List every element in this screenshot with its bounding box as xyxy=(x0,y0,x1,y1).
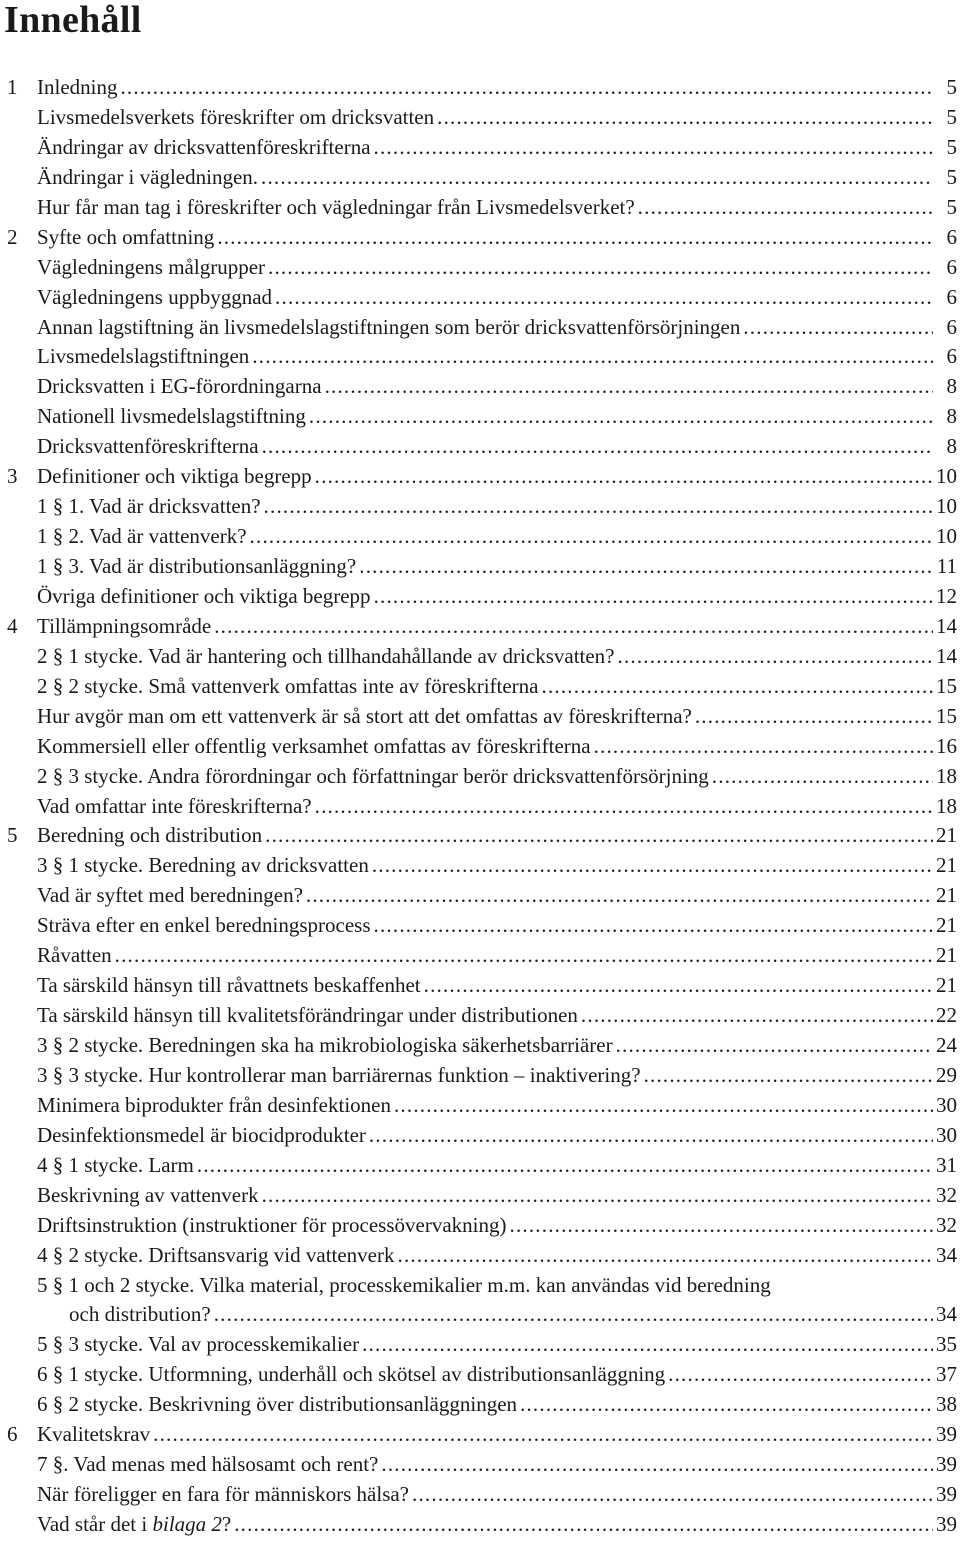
toc-entry[interactable] xyxy=(0,1061,960,1091)
toc-entry-text: Definitioner och viktiga begrepp xyxy=(37,464,312,489)
toc-entry-title xyxy=(37,1031,614,1061)
toc-entry[interactable] xyxy=(0,133,960,163)
toc-page-number: 10 xyxy=(936,524,957,549)
toc-dot-leader xyxy=(712,762,933,792)
toc-entry-text: Livsmedelslagstiftningen xyxy=(37,344,250,369)
toc-entry-text: Dricksvatten i EG-förordningarna xyxy=(37,374,322,399)
toc-dot-leader xyxy=(374,911,933,941)
toc-entry[interactable] xyxy=(0,1181,960,1211)
toc-dot-leader xyxy=(261,163,933,193)
toc-dot-leader xyxy=(374,133,933,163)
toc-page-number: 38 xyxy=(936,1392,957,1417)
toc-entry-title xyxy=(37,1061,642,1091)
toc-entry-title xyxy=(37,1241,396,1271)
toc-entry-title xyxy=(37,1121,367,1151)
toc-chapter-number: 1 xyxy=(7,75,18,99)
toc-dot-leader xyxy=(214,1300,933,1330)
toc-page-number: 10 xyxy=(936,464,957,489)
toc-entry-text: Beredning och distribution xyxy=(37,823,263,848)
toc-dot-leader xyxy=(197,1151,933,1181)
toc-entry[interactable] xyxy=(0,881,960,911)
toc-dot-leader xyxy=(275,283,933,313)
toc-page-number: 39 xyxy=(936,1482,957,1507)
toc-entry-title xyxy=(37,1390,518,1420)
toc-entry[interactable] xyxy=(0,732,960,762)
toc-dot-leader xyxy=(581,1001,933,1031)
toc-entry[interactable] xyxy=(0,432,960,462)
toc-entry-text: Ändringar av dricksvattenföreskrifterna xyxy=(37,134,371,159)
toc-dot-leader xyxy=(315,792,933,822)
toc-page-number: 6 xyxy=(946,284,957,309)
toc-dot-leader xyxy=(520,1390,933,1420)
toc-dot-leader xyxy=(668,1360,933,1390)
toc-dot-leader xyxy=(262,432,933,462)
toc-entry[interactable] xyxy=(0,941,960,971)
toc-entry-text: 7 §. Vad menas med hälsosamt och rent? xyxy=(37,1452,379,1477)
toc-chapter-number: 2 xyxy=(7,224,18,249)
toc-entry-title xyxy=(37,253,266,283)
toc-page-number: 21 xyxy=(936,943,957,968)
toc-page-number: 30 xyxy=(936,1092,957,1117)
toc-entry-title xyxy=(37,193,636,223)
toc-dot-leader xyxy=(268,253,933,283)
toc-entry-text: Vägledningens målgrupper xyxy=(37,254,266,279)
toc-entry-text: 6 § 2 stycke. Beskrivning över distributionsanläggningen xyxy=(37,1392,518,1417)
toc-entry[interactable] xyxy=(0,1241,960,1271)
toc-page-number: 14 xyxy=(936,613,957,638)
toc-dot-leader xyxy=(214,612,933,642)
toc-entry-text: Ta särskild hänsyn till råvattnets beskaffenhet xyxy=(37,973,421,998)
toc-entry-title xyxy=(37,1450,379,1480)
toc-entry-title xyxy=(37,672,540,702)
toc-dot-leader xyxy=(381,1450,933,1480)
toc-page-number: 24 xyxy=(936,1033,957,1057)
toc-entry-title xyxy=(37,612,212,642)
toc-entry-title xyxy=(37,582,372,612)
toc-dot-leader xyxy=(264,492,933,522)
toc-entry-title xyxy=(37,462,313,492)
toc-dot-leader xyxy=(325,372,933,402)
toc-dot-leader xyxy=(309,402,933,432)
toc-entry-title xyxy=(37,372,323,402)
toc-dot-leader xyxy=(618,642,934,672)
toc-entry-title xyxy=(37,492,262,522)
toc-entry-text: Vad är syftet med beredningen? xyxy=(37,883,303,908)
toc-dot-leader xyxy=(262,1181,933,1211)
toc-entry-text: Inledning xyxy=(37,75,118,99)
toc-dot-leader xyxy=(644,1061,933,1091)
toc-dot-leader xyxy=(359,552,933,582)
toc-entry-title xyxy=(37,762,710,792)
toc-entry-text: Ändringar i vägledningen. xyxy=(37,164,259,189)
toc-page-number: 8 xyxy=(946,434,957,459)
toc-entry-title xyxy=(37,792,313,822)
toc-entry-text: Minimera biprodukter från desinfektionen xyxy=(37,1092,391,1117)
toc-page-number: 6 xyxy=(946,254,957,279)
toc-dot-leader xyxy=(120,73,933,103)
toc-page-number: 12 xyxy=(936,583,957,608)
toc-page-number: 39 xyxy=(936,1512,957,1537)
toc-entry-title xyxy=(37,313,741,343)
toc-entry[interactable] xyxy=(0,462,960,492)
toc-page-number: 5 xyxy=(946,75,957,99)
toc-page-number: 6 xyxy=(946,344,957,369)
toc-page-number: 15 xyxy=(936,703,957,728)
toc-entry[interactable] xyxy=(0,1031,960,1061)
toc-entry-title xyxy=(37,941,113,971)
toc-entry[interactable] xyxy=(0,552,960,582)
toc-dot-leader xyxy=(362,1330,933,1360)
toc-entry-text: 5 § 3 stycke. Val av processkemikalier xyxy=(37,1332,360,1357)
toc-page-number: 37 xyxy=(936,1362,957,1387)
toc-entry[interactable] xyxy=(0,253,960,283)
toc-entry[interactable] xyxy=(0,522,960,552)
toc-entry[interactable] xyxy=(0,1360,960,1390)
toc-page-number: 30 xyxy=(936,1122,957,1147)
toc-page-number: 22 xyxy=(936,1003,957,1028)
toc-entry-title xyxy=(37,432,260,462)
toc-entry-title xyxy=(37,402,307,432)
toc-entry-text: Råvatten xyxy=(37,943,112,968)
toc-dot-leader xyxy=(374,582,933,612)
toc-page-number: 39 xyxy=(936,1452,957,1477)
toc-dot-leader xyxy=(638,193,933,223)
toc-page-number: 15 xyxy=(936,673,957,698)
toc-dot-leader xyxy=(394,1091,933,1121)
toc-entry-title xyxy=(37,1151,195,1181)
toc-entry-title xyxy=(37,702,693,732)
toc-entry-text: Livsmedelsverkets föreskrifter om dricksvatten xyxy=(37,104,435,129)
toc-entry[interactable] xyxy=(0,313,960,343)
toc-entry-text: Annan lagstiftning än livsmedelslagstiftningen som berör dricksvattenförsörjningen xyxy=(37,314,741,339)
toc-entry-text: 3 § 3 stycke. Hur kontrollerar man barriärernas funktion – inaktivering? xyxy=(37,1062,641,1087)
toc-dot-leader xyxy=(437,103,933,133)
toc-page-number: 29 xyxy=(936,1062,957,1087)
toc-dot-leader xyxy=(510,1211,934,1241)
toc-entry-text: 4 § 2 stycke. Driftsansvarig vid vattenverk xyxy=(37,1242,395,1267)
toc-page-number: 6 xyxy=(946,224,957,249)
toc-entry[interactable] xyxy=(0,73,960,103)
toc-page-number: 21 xyxy=(936,823,957,848)
toc-entry-title xyxy=(37,732,592,762)
page-title: Innehåll xyxy=(4,0,142,41)
toc-entry-text: Ta särskild hänsyn till kvalitetsförändringar under distributionen xyxy=(37,1003,578,1028)
toc-entry[interactable] xyxy=(0,672,960,702)
toc-entry-text: 6 § 1 stycke. Utformning, underhåll och skötsel av distributionsanläggning xyxy=(37,1362,666,1387)
toc-dot-leader xyxy=(412,1480,933,1510)
toc-entry-title xyxy=(37,821,263,851)
toc-dot-leader xyxy=(115,941,933,971)
toc-entry-title xyxy=(37,342,250,372)
toc-entry-text: Kommersiell eller offentlig verksamhet omfattas av föreskrifterna xyxy=(37,733,591,758)
toc-entry-title xyxy=(37,1360,666,1390)
toc-page-number: 34 xyxy=(936,1302,957,1327)
toc-entry-text: 3 § 2 stycke. Beredningen ska ha mikrobiologiska säkerhetsbarriärer xyxy=(37,1033,613,1057)
toc-entry-title xyxy=(37,1330,360,1360)
toc-dot-leader xyxy=(695,702,933,732)
toc-entry[interactable] xyxy=(0,1390,960,1420)
toc-dot-leader xyxy=(372,851,933,881)
toc-page-number: 10 xyxy=(936,494,957,519)
toc-entry-title xyxy=(37,971,422,1001)
toc-page-number: 21 xyxy=(936,853,957,878)
toc-entry-text: 2 § 2 stycke. Små vattenverk omfattas inte av föreskrifterna xyxy=(37,673,539,698)
toc-entry[interactable] xyxy=(0,1001,960,1031)
toc-page-number: 31 xyxy=(936,1152,957,1177)
toc-page-number: 32 xyxy=(936,1182,957,1207)
toc-entry[interactable] xyxy=(0,1510,960,1540)
toc-entry[interactable] xyxy=(0,223,960,253)
toc-dot-leader xyxy=(542,672,934,702)
toc-page-number: 14 xyxy=(936,643,957,668)
toc-entry[interactable] xyxy=(0,911,960,941)
toc-entry-text: Vad omfattar inte föreskrifterna? xyxy=(37,793,312,818)
toc-entry-title xyxy=(37,911,372,941)
toc-entry-text: Hur får man tag i föreskrifter och vägledningar från Livsmedelsverket? xyxy=(37,194,635,219)
toc-page-number: 18 xyxy=(936,763,957,788)
toc-entry-text: Kvalitetskrav xyxy=(37,1422,151,1447)
toc-page-number: 32 xyxy=(936,1212,957,1237)
toc-dot-leader xyxy=(153,1420,933,1450)
toc-entry-title xyxy=(37,1181,260,1211)
toc-entry[interactable] xyxy=(0,1330,960,1360)
toc-entry[interactable] xyxy=(0,792,960,822)
toc-entry[interactable] xyxy=(0,1480,960,1510)
toc-page-number: 5 xyxy=(946,194,957,219)
toc-dot-leader xyxy=(616,1031,933,1061)
toc-entry-text: Sträva efter en enkel beredningsprocess xyxy=(37,913,371,938)
toc-entry[interactable] xyxy=(0,1420,960,1450)
toc-entry-text: Driftsinstruktion (instruktioner för processövervakning) xyxy=(37,1212,507,1237)
toc-entry[interactable] xyxy=(0,702,960,732)
toc-chapter-number: 4 xyxy=(7,613,18,638)
toc-chapter-number: 5 xyxy=(7,823,18,848)
toc-page-number: 5 xyxy=(946,104,957,129)
toc-entry-italic-text: bilaga 2 xyxy=(152,1512,222,1537)
toc-dot-leader xyxy=(217,223,933,253)
toc-entry-text: 1 § 1. Vad är dricksvatten? xyxy=(37,494,261,519)
toc-page-number: 11 xyxy=(936,554,957,578)
toc-entry-text: 3 § 1 stycke. Beredning av dricksvatten xyxy=(37,853,369,878)
toc-entry-title xyxy=(37,642,616,672)
toc-entry-text: Övriga definitioner och viktiga begrepp xyxy=(37,583,371,608)
toc-entry-title xyxy=(37,133,372,163)
toc-entry[interactable] xyxy=(0,1450,960,1480)
toc-entry-text: Tillämpningsområde xyxy=(37,613,212,638)
toc-entry-title xyxy=(37,1510,232,1540)
toc-entry-title xyxy=(37,552,357,582)
toc-entry-text: Dricksvattenföreskrifterna xyxy=(37,434,259,459)
toc-entry-title xyxy=(37,283,273,313)
table-of-contents xyxy=(0,73,960,1540)
toc-entry-title xyxy=(37,1001,579,1031)
toc-entry[interactable] xyxy=(0,851,960,881)
toc-entry[interactable] xyxy=(0,762,960,792)
toc-entry[interactable] xyxy=(0,103,960,133)
toc-entry-title xyxy=(37,103,435,133)
toc-page-number: 21 xyxy=(936,883,957,908)
toc-page-number: 16 xyxy=(936,733,957,758)
toc-entry-text: 1 § 2. Vad är vattenverk? xyxy=(37,524,247,549)
toc-entry-title xyxy=(37,522,248,552)
toc-page-number: 8 xyxy=(946,374,957,399)
toc-entry[interactable] xyxy=(0,402,960,432)
toc-entry[interactable] xyxy=(0,1271,960,1331)
toc-entry-text: Syfte och omfattning xyxy=(37,224,215,249)
toc-entry-title xyxy=(37,851,370,881)
toc-entry[interactable] xyxy=(0,492,960,522)
toc-entry-text: 2 § 1 stycke. Vad är hantering och tillhandahållande av dricksvatten? xyxy=(37,643,615,668)
toc-dot-leader xyxy=(306,881,933,911)
toc-page-number: 34 xyxy=(936,1242,957,1267)
toc-entry[interactable] xyxy=(0,193,960,223)
toc-page-number: 21 xyxy=(936,913,957,938)
toc-dot-leader xyxy=(250,522,933,552)
toc-entry[interactable] xyxy=(0,163,960,193)
toc-entry-title xyxy=(37,1091,392,1121)
toc-dot-leader xyxy=(424,971,933,1001)
toc-dot-leader xyxy=(594,732,933,762)
toc-entry[interactable] xyxy=(0,1211,960,1241)
toc-entry[interactable] xyxy=(0,1151,960,1181)
toc-dot-leader xyxy=(369,1121,933,1151)
toc-entry-text: När föreligger en fara för människors hälsa? xyxy=(37,1482,410,1507)
toc-dot-leader xyxy=(265,821,933,851)
toc-dot-leader xyxy=(398,1241,934,1271)
toc-entry-title xyxy=(37,1211,508,1241)
toc-entry-title-continued: och distribution? xyxy=(69,1300,212,1330)
toc-entry-text: 1 § 3. Vad är distributionsanläggning? xyxy=(37,554,357,578)
toc-entry-text: Nationell livsmedelslagstiftning xyxy=(37,404,306,429)
toc-entry[interactable] xyxy=(0,971,960,1001)
toc-page-number: 35 xyxy=(936,1332,957,1357)
toc-entry-text: Vägledningens uppbyggnad xyxy=(37,284,273,309)
toc-chapter-number: 3 xyxy=(7,464,18,489)
toc-entry[interactable] xyxy=(0,372,960,402)
toc-entry-text: Desinfektionsmedel är biocidprodukter xyxy=(37,1122,366,1147)
toc-entry-text: Hur avgör man om ett vattenverk är så stort att det omfattas av föreskrifterna? xyxy=(37,703,692,728)
toc-dot-leader xyxy=(234,1510,933,1540)
toc-entry[interactable] xyxy=(0,821,960,851)
toc-entry[interactable] xyxy=(0,342,960,372)
toc-dot-leader xyxy=(252,342,933,372)
toc-page-number: 39 xyxy=(936,1422,957,1447)
toc-entry-text: 4 § 1 stycke. Larm xyxy=(37,1152,194,1177)
toc-entry[interactable] xyxy=(0,582,960,612)
toc-entry-text-suffix: ? xyxy=(221,1512,232,1537)
toc-page-number: 8 xyxy=(946,404,957,429)
toc-entry-text: 2 § 3 stycke. Andra förordningar och författningar berör dricksvattenförsörjning xyxy=(37,763,709,788)
toc-entry[interactable] xyxy=(0,1121,960,1151)
toc-entry-text: Vad står det i xyxy=(37,1512,148,1537)
toc-page-number: 5 xyxy=(946,134,957,159)
toc-entry-title xyxy=(37,881,304,911)
toc-chapter-number: 6 xyxy=(7,1422,18,1447)
toc-page-number: 21 xyxy=(936,973,957,998)
toc-entry-title xyxy=(37,163,259,193)
toc-entry[interactable] xyxy=(0,642,960,672)
toc-page-number: 5 xyxy=(946,164,957,189)
toc-entry-title xyxy=(37,73,118,103)
toc-entry-title xyxy=(37,1420,151,1450)
toc-entry-title xyxy=(37,1480,410,1510)
toc-entry[interactable] xyxy=(0,283,960,313)
toc-page-number: 6 xyxy=(946,314,957,339)
toc-entry[interactable] xyxy=(0,1091,960,1121)
toc-dot-leader xyxy=(315,462,933,492)
toc-dot-leader xyxy=(743,313,933,343)
toc-entry[interactable] xyxy=(0,612,960,642)
toc-page-number: 18 xyxy=(936,793,957,818)
toc-entry-title xyxy=(37,223,215,253)
toc-entry-title: 5 § 1 och 2 stycke. Vilka material, processkemikalier m.m. kan användas vid beredning xyxy=(37,1271,960,1301)
toc-entry-text: Beskrivning av vattenverk xyxy=(37,1182,259,1207)
